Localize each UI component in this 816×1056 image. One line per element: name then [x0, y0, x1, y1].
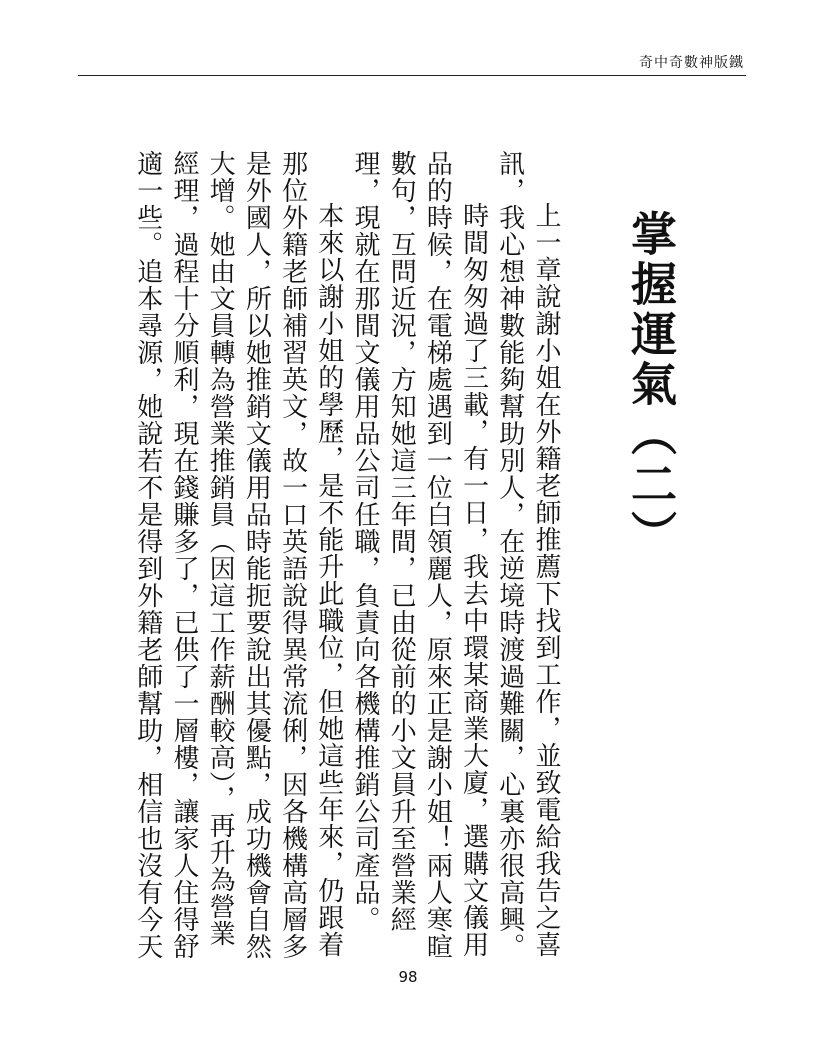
- running-header: 奇中奇數神版鐵: [639, 55, 744, 71]
- page-number: 98: [398, 968, 418, 986]
- header-rule: [78, 75, 746, 76]
- chapter-title: 掌握運氣（二）: [624, 210, 678, 560]
- paragraph-2: 時間匆匆過了三載，有一日，我去中環某商業大廈，選購文儀用品的時候，在電梯處遇到一位白領麗人，原來正是謝小姐！兩人寒暄數句，互問近況，方知她這三年間，已由從前的小文員升至營業經理，現就在那間文儀用品公司任職，負責向各機構推銷公司產品。: [349, 150, 489, 960]
- paragraph-1: 上一章說謝小姐在外籍老師推薦下找到工作，並致電給我告之喜訊，我心想神數能夠幫助別人，在逆境時渡過難關，心裏亦很高興。: [494, 150, 561, 960]
- paragraph-3: 本來以謝小姐的學歷，是不能升此職位，但她這些年來，仍跟着那位外籍老師補習英文，故一口英語說得異常流俐，因各機構高層多是外國人，所以她推銷文儀用品時能扼要說出其優點，成功機會自然大增。她由文員轉為營業推銷員（因這工作薪酬較高），再升為營業經理，過程十分順利，現在錢賺多了，已供了一層樓，讓家人住得舒適一些。追本尋源，她說若不是得到外籍老師幫助，相信也沒有今天: [132, 150, 344, 960]
- body-text: [130, 150, 564, 960]
